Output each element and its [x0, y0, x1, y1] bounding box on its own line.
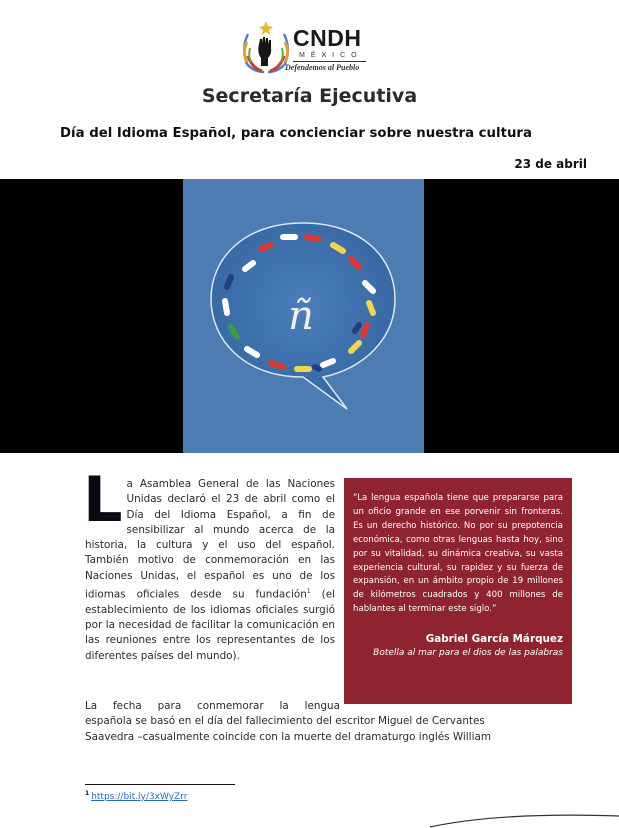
logo-slogan: Defendemos al Pueblo	[285, 63, 360, 72]
logo-wordmark: CNDH	[293, 25, 362, 51]
footnote-divider	[85, 784, 235, 785]
decorative-curve	[420, 810, 619, 828]
footnote-link[interactable]: https://bit.ly/3xWyZrr	[91, 792, 188, 802]
drop-cap: L	[83, 463, 123, 536]
footnote-reference[interactable]: 1	[306, 588, 311, 596]
section-title: Secretaría Ejecutiva	[201, 85, 418, 107]
cndh-logo	[238, 20, 378, 76]
intro-paragraph: La Asamblea General de las Naciones Unidas declaró el 23 de abril como el Día del Idioma Español, a fin de sensibilizar al mundo acerca de la historia, la cultura y el uso del español. También motivo de conmemoración en las Naciones Unidas, el español es uno de los idiomas oficiales desde su fundación$^1$ (el establecimiento de los idiomas oficiales surgió por la necesidad de facilitar la comunicación en las reuniones entre los representantes de los diferentes países del mundo).	[83, 463, 335, 662]
document-title: Día del Idioma Español, para concienciar sobre nuestra cultura	[60, 126, 532, 141]
banner-image	[0, 179, 619, 453]
date-origin-paragraph: La fecha para conmemorar la lengua española se basó en el día del fallecimiento del escritor Miguel de Cervantes Saavedra –casualmente coincide con la muerte del dramaturgo inglés William	[85, 700, 491, 743]
quote-source: Botella al mar para el dios de las palabras	[373, 648, 563, 659]
document-date: 23 de abril	[514, 157, 587, 171]
speech-bubble-enye-icon	[183, 179, 424, 453]
footnote-number: 1	[85, 790, 90, 797]
spanish-language-day-illustration	[183, 179, 424, 453]
svg-text:ñ: ñ	[288, 293, 314, 339]
logo-divider	[293, 61, 366, 62]
quote-author: Gabriel García Márquez	[425, 633, 563, 646]
quote-text: “La lengua española tiene que prepararse para un oficio grande en ese porvenir sin fronteras. Es un derecho histórico. No por su prepotencia económica, como otras lenguas hasta hoy, sino por su vitalidad, su dinámica creativa, su vasta experiencia cultural, su rapidez y su fuerza de expansión, en un ámbito propio de 19 millones de kilómetros cuadrados y 400 millones de hablantes al terminar este siglo.”	[353, 493, 563, 615]
logo-country: MÉXICO	[299, 52, 363, 59]
quote-box	[344, 478, 572, 704]
footnote	[85, 790, 187, 802]
